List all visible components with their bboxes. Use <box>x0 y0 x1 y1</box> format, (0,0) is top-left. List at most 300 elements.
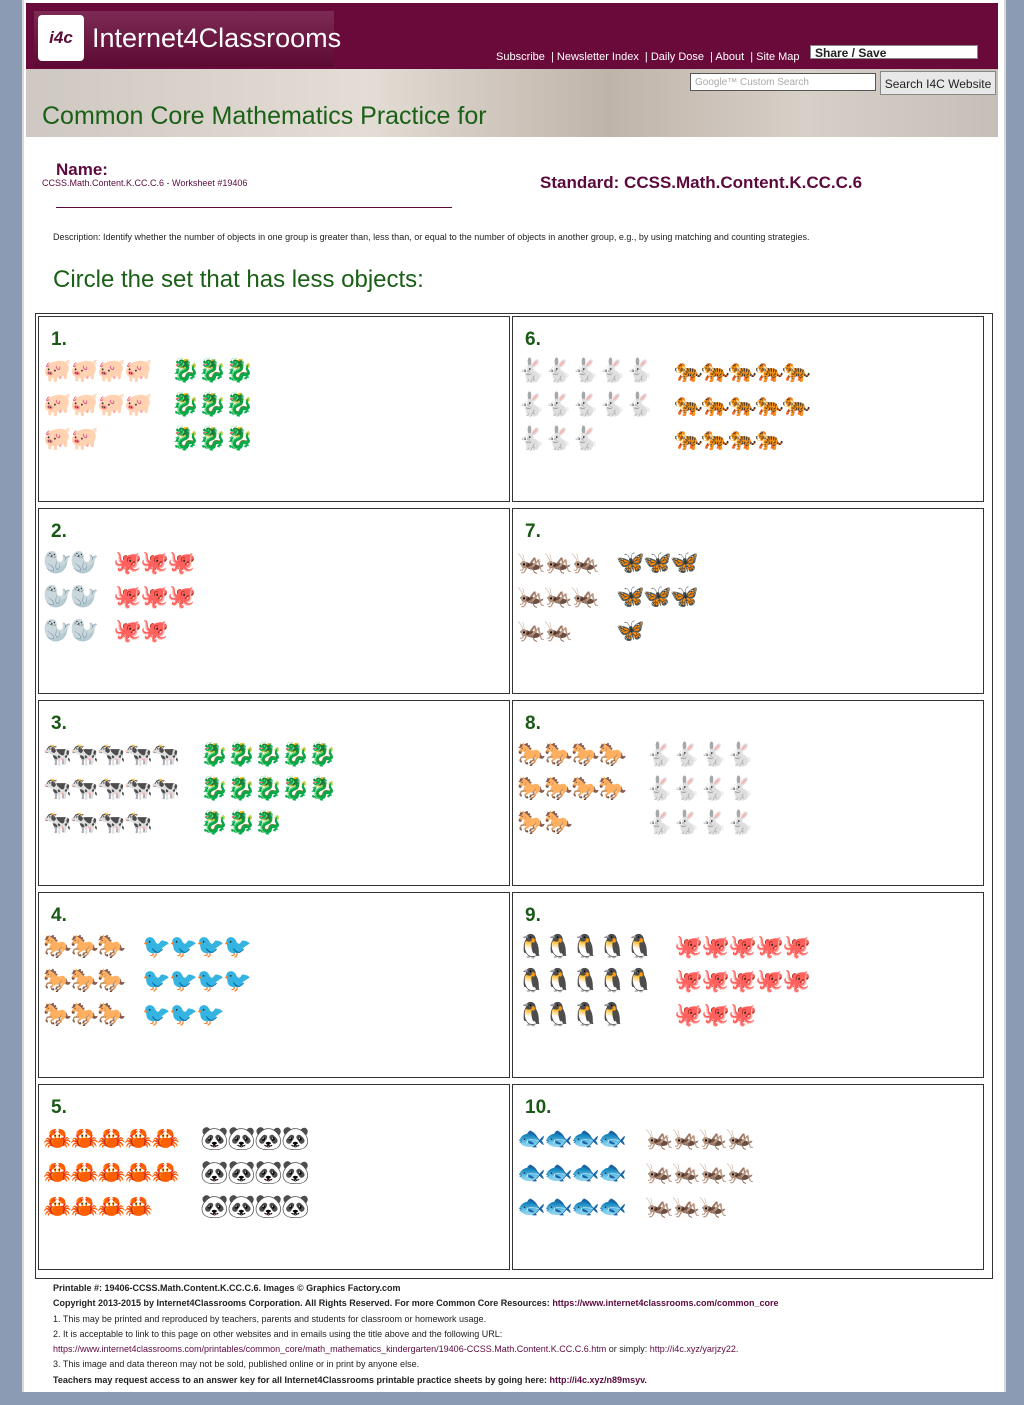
pig-icon: 🐖 <box>70 358 99 384</box>
dragon-icon: 🐉 <box>200 776 229 802</box>
footer-note-2: 2. It is acceptable to link to this page on other websites and in emails using the title above and the following URL: <box>53 1328 503 1339</box>
panda-icon: 🐼 <box>254 1126 283 1152</box>
site-header <box>24 3 1000 137</box>
object-row <box>517 425 598 454</box>
object-row <box>674 933 809 962</box>
rabbit-icon: 🐇 <box>672 742 701 768</box>
grasshopper-icon: 🦗 <box>645 1160 674 1186</box>
rabbit-icon: 🐇 <box>672 776 701 802</box>
object-row <box>517 775 625 804</box>
grasshopper-icon: 🦗 <box>645 1194 674 1220</box>
dragon-icon: 🐉 <box>308 776 337 802</box>
footer-note-1: 1. This may be printed and reproduced by teachers, parents and students for classroom or homework usage. <box>53 1313 487 1324</box>
rabbit-icon: 🐇 <box>571 426 600 452</box>
object-row <box>645 809 753 838</box>
panda-icon: 🐼 <box>200 1194 229 1220</box>
octopus-icon: 🐙 <box>782 934 811 960</box>
object-row <box>43 967 124 996</box>
dragon-icon: 🐉 <box>198 392 227 418</box>
grasshopper-icon: 🦗 <box>699 1160 728 1186</box>
walrus-icon: 🦭 <box>70 584 99 610</box>
grasshopper-icon: 🦗 <box>699 1194 728 1220</box>
problem-cell-8 <box>512 700 984 886</box>
problem-cell-5 <box>38 1084 510 1270</box>
header-bar <box>26 3 998 69</box>
bird-icon: 🐦 <box>169 934 198 960</box>
object-row <box>616 583 697 612</box>
walrus-icon: 🦭 <box>70 550 99 576</box>
crab-icon: 🦀 <box>124 1194 153 1220</box>
object-row <box>43 1125 178 1154</box>
object-row <box>645 775 753 804</box>
object-row <box>171 391 252 420</box>
instruction: Circle the set that has less objects: <box>53 266 424 293</box>
dragon-icon: 🐉 <box>227 742 256 768</box>
dragon-icon: 🐉 <box>171 426 200 452</box>
bird-icon: 🐦 <box>142 1002 171 1028</box>
horse-icon: 🐎 <box>571 742 600 768</box>
problem-number: 10. <box>525 1097 552 1118</box>
tiger-icon: 🐅 <box>728 358 757 384</box>
butterfly-icon: 🦋 <box>616 584 645 610</box>
dragon-icon: 🐉 <box>227 810 256 836</box>
nav-link-site-map[interactable]: Site Map <box>756 51 800 63</box>
rabbit-icon: 🐇 <box>517 392 546 418</box>
object-row <box>517 391 652 420</box>
object-row <box>674 967 809 996</box>
fish-icon: 🐟 <box>517 1126 546 1152</box>
object-row <box>674 425 782 454</box>
octopus-icon: 🐙 <box>140 550 169 576</box>
pig-icon: 🐖 <box>97 392 126 418</box>
penguin-icon: 🐧 <box>517 1002 546 1028</box>
horse-icon: 🐎 <box>544 742 573 768</box>
tiger-icon: 🐅 <box>728 426 757 452</box>
octopus-icon: 🐙 <box>140 618 169 644</box>
object-row <box>517 933 652 962</box>
object-row <box>43 357 151 386</box>
dragon-icon: 🐉 <box>171 358 200 384</box>
pig-icon: 🐖 <box>70 392 99 418</box>
horse-icon: 🐎 <box>70 968 99 994</box>
dragon-icon: 🐉 <box>225 392 254 418</box>
grasshopper-icon: 🦗 <box>517 618 546 644</box>
object-row <box>616 617 643 646</box>
cow-icon: 🐄 <box>151 742 180 768</box>
cow-icon: 🐄 <box>70 810 99 836</box>
rabbit-icon: 🐇 <box>625 392 654 418</box>
dragon-icon: 🐉 <box>308 742 337 768</box>
name-label: Name: <box>56 160 108 179</box>
object-row <box>517 357 652 386</box>
tiger-icon: 🐅 <box>782 358 811 384</box>
crab-icon: 🦀 <box>124 1160 153 1186</box>
horse-icon: 🐎 <box>571 776 600 802</box>
rabbit-icon: 🐇 <box>672 810 701 836</box>
rabbit-icon: 🐇 <box>699 742 728 768</box>
panda-icon: 🐼 <box>281 1126 310 1152</box>
fish-icon: 🐟 <box>517 1160 546 1186</box>
octopus-icon: 🐙 <box>755 968 784 994</box>
object-row <box>43 583 97 612</box>
penguin-icon: 🐧 <box>571 934 600 960</box>
fish-icon: 🐟 <box>544 1194 573 1220</box>
problem-number: 3. <box>51 713 67 734</box>
rabbit-icon: 🐇 <box>645 776 674 802</box>
horse-icon: 🐎 <box>70 934 99 960</box>
grasshopper-icon: 🦗 <box>517 584 546 610</box>
name-line <box>56 207 452 208</box>
footer-copyright <box>53 1296 993 1311</box>
footer-url-line <box>53 1342 993 1357</box>
short-url-link[interactable]: http://i4c.xyz/yarjzy22. <box>649 1344 739 1355</box>
object-row <box>200 809 281 838</box>
rabbit-icon: 🐇 <box>645 742 674 768</box>
pig-icon: 🐖 <box>70 426 99 452</box>
top-nav: Subscribe | Newsletter Index | Daily Dose | About | Site Map <box>496 51 800 63</box>
grasshopper-icon: 🦗 <box>544 584 573 610</box>
rabbit-icon: 🐇 <box>517 358 546 384</box>
rabbit-icon: 🐇 <box>571 392 600 418</box>
problem-number: 8. <box>525 713 541 734</box>
grasshopper-icon: 🦗 <box>672 1160 701 1186</box>
bird-icon: 🐦 <box>223 968 252 994</box>
object-row <box>200 1159 308 1188</box>
grasshopper-icon: 🦗 <box>672 1194 701 1220</box>
tiger-icon: 🐅 <box>755 358 784 384</box>
problem-grid <box>35 313 993 1279</box>
object-row <box>645 1159 753 1188</box>
cow-icon: 🐄 <box>97 776 126 802</box>
rabbit-icon: 🐇 <box>726 810 755 836</box>
answer-key-link[interactable]: http://i4c.xyz/n89msyv. <box>549 1374 647 1385</box>
horse-icon: 🐎 <box>544 810 573 836</box>
problem-number: 6. <box>525 329 541 350</box>
cow-icon: 🐄 <box>124 776 153 802</box>
problem-number: 9. <box>525 905 541 926</box>
butterfly-icon: 🦋 <box>643 550 672 576</box>
horse-icon: 🐎 <box>97 1002 126 1028</box>
object-row <box>43 809 151 838</box>
tiger-icon: 🐅 <box>728 392 757 418</box>
crab-icon: 🦀 <box>43 1126 72 1152</box>
copyright-text: Copyright 2013-2015 by Internet4Classrooms Corporation. All Rights Reserved. For more Common Core Resources: <box>53 1298 550 1309</box>
walrus-icon: 🦭 <box>43 550 72 576</box>
horse-icon: 🐎 <box>598 742 627 768</box>
page-title: Common Core Mathematics Practice for <box>42 102 487 130</box>
cow-icon: 🐄 <box>43 810 72 836</box>
horse-icon: 🐎 <box>97 968 126 994</box>
object-row <box>517 617 571 646</box>
object-row <box>200 741 335 770</box>
object-row <box>517 1159 625 1188</box>
octopus-icon: 🐙 <box>701 1002 730 1028</box>
object-row <box>113 583 194 612</box>
cow-icon: 🐄 <box>124 810 153 836</box>
cow-icon: 🐄 <box>43 742 72 768</box>
problem-cell-9 <box>512 892 984 1078</box>
penguin-icon: 🐧 <box>625 968 654 994</box>
nav-link-subscribe[interactable]: Subscribe <box>496 51 545 63</box>
dragon-icon: 🐉 <box>171 392 200 418</box>
panda-icon: 🐼 <box>281 1194 310 1220</box>
rabbit-icon: 🐇 <box>544 392 573 418</box>
cow-icon: 🐄 <box>97 810 126 836</box>
octopus-icon: 🐙 <box>674 1002 703 1028</box>
crab-icon: 🦀 <box>70 1160 99 1186</box>
object-row <box>517 1125 625 1154</box>
object-row <box>517 1193 625 1222</box>
object-row <box>517 809 571 838</box>
object-row <box>171 357 252 386</box>
object-row <box>43 549 97 578</box>
bird-icon: 🐦 <box>142 968 171 994</box>
search-button[interactable]: Search I4C Website <box>880 71 996 95</box>
fish-icon: 🐟 <box>571 1194 600 1220</box>
pig-icon: 🐖 <box>43 426 72 452</box>
nav-link-newsletter-index[interactable]: Newsletter Index <box>556 51 639 63</box>
object-row <box>43 425 97 454</box>
horse-icon: 🐎 <box>97 934 126 960</box>
object-row <box>517 967 652 996</box>
problem-cell-3 <box>38 700 510 886</box>
crab-icon: 🦀 <box>70 1194 99 1220</box>
tiger-icon: 🐅 <box>701 392 730 418</box>
problem-number: 2. <box>51 521 67 542</box>
penguin-icon: 🐧 <box>571 968 600 994</box>
rabbit-icon: 🐇 <box>726 742 755 768</box>
walrus-icon: 🦭 <box>43 618 72 644</box>
horse-icon: 🐎 <box>544 776 573 802</box>
octopus-icon: 🐙 <box>755 934 784 960</box>
logo-text: Internet4Classrooms <box>92 23 342 53</box>
fish-icon: 🐟 <box>598 1194 627 1220</box>
tiger-icon: 🐅 <box>674 358 703 384</box>
butterfly-icon: 🦋 <box>670 550 699 576</box>
problem-number: 1. <box>51 329 67 350</box>
page-url-link[interactable]: https://www.internet4classrooms.com/printables/common_core/math_mathematics_kindergarten/19406-CCSS.Math.Content.K.CC.C.6.htm <box>53 1344 607 1355</box>
dragon-icon: 🐉 <box>227 776 256 802</box>
problem-cell-4 <box>38 892 510 1078</box>
rabbit-icon: 🐇 <box>726 776 755 802</box>
horse-icon: 🐎 <box>43 1002 72 1028</box>
horse-icon: 🐎 <box>517 810 546 836</box>
logo-badge: i4c <box>38 15 84 61</box>
octopus-icon: 🐙 <box>782 968 811 994</box>
rabbit-icon: 🐇 <box>598 358 627 384</box>
crab-icon: 🦀 <box>43 1194 72 1220</box>
crab-icon: 🦀 <box>70 1126 99 1152</box>
horse-icon: 🐎 <box>43 968 72 994</box>
bird-icon: 🐦 <box>169 968 198 994</box>
problem-cell-7 <box>512 508 984 694</box>
search-input[interactable]: Google™ Custom Search <box>690 73 876 91</box>
grasshopper-icon: 🦗 <box>571 550 600 576</box>
dragon-icon: 🐉 <box>198 358 227 384</box>
penguin-icon: 🐧 <box>544 934 573 960</box>
octopus-icon: 🐙 <box>701 934 730 960</box>
cow-icon: 🐄 <box>70 742 99 768</box>
panda-icon: 🐼 <box>227 1126 256 1152</box>
octopus-icon: 🐙 <box>167 584 196 610</box>
object-row <box>43 391 151 420</box>
object-row <box>43 1159 178 1188</box>
object-row <box>645 741 753 770</box>
object-row <box>113 549 194 578</box>
object-row <box>171 425 252 454</box>
share-save-button[interactable] <box>810 45 978 59</box>
object-row <box>142 933 250 962</box>
dragon-icon: 🐉 <box>225 358 254 384</box>
rabbit-icon: 🐇 <box>544 358 573 384</box>
octopus-icon: 🐙 <box>113 550 142 576</box>
horse-icon: 🐎 <box>70 1002 99 1028</box>
horse-icon: 🐎 <box>517 742 546 768</box>
crab-icon: 🦀 <box>97 1194 126 1220</box>
footer-printable: Printable #: 19406-CCSS.Math.Content.K.CC.C.6. Images © Graphics Factory.com <box>53 1283 401 1293</box>
object-row <box>517 1001 625 1030</box>
site-logo[interactable] <box>34 11 342 67</box>
bird-icon: 🐦 <box>196 968 225 994</box>
rabbit-icon: 🐇 <box>571 358 600 384</box>
object-row <box>517 583 598 612</box>
dragon-icon: 🐉 <box>198 426 227 452</box>
cow-icon: 🐄 <box>124 742 153 768</box>
penguin-icon: 🐧 <box>598 1002 627 1028</box>
grasshopper-icon: 🦗 <box>517 550 546 576</box>
common-core-link[interactable]: https://www.internet4classrooms.com/common_core <box>552 1298 779 1309</box>
worksheet-id: CCSS.Math.Content.K.CC.C.6 - Worksheet #19406 <box>42 178 248 188</box>
butterfly-icon: 🦋 <box>643 584 672 610</box>
tiger-icon: 🐅 <box>782 392 811 418</box>
object-row <box>645 1125 753 1154</box>
rabbit-icon: 🐇 <box>645 810 674 836</box>
octopus-icon: 🐙 <box>113 584 142 610</box>
octopus-icon: 🐙 <box>674 934 703 960</box>
object-row <box>674 391 809 420</box>
octopus-icon: 🐙 <box>140 584 169 610</box>
footer-note-3: 3. This image and data thereon may not be sold, published online or in print by anyone else. <box>53 1359 420 1370</box>
nav-link-about[interactable]: About <box>715 51 745 63</box>
dragon-icon: 🐉 <box>281 742 310 768</box>
octopus-icon: 🐙 <box>113 618 142 644</box>
rabbit-icon: 🐇 <box>625 358 654 384</box>
panda-icon: 🐼 <box>200 1126 229 1152</box>
tiger-icon: 🐅 <box>701 426 730 452</box>
penguin-icon: 🐧 <box>544 1002 573 1028</box>
tiger-icon: 🐅 <box>755 392 784 418</box>
bird-icon: 🐦 <box>169 1002 198 1028</box>
tiger-icon: 🐅 <box>674 426 703 452</box>
penguin-icon: 🐧 <box>517 934 546 960</box>
crab-icon: 🦀 <box>43 1160 72 1186</box>
footer-teachers <box>53 1373 993 1388</box>
walrus-icon: 🦭 <box>70 618 99 644</box>
fish-icon: 🐟 <box>544 1160 573 1186</box>
tiger-icon: 🐅 <box>755 426 784 452</box>
rabbit-icon: 🐇 <box>517 426 546 452</box>
cow-icon: 🐄 <box>70 776 99 802</box>
dragon-icon: 🐉 <box>225 426 254 452</box>
fish-icon: 🐟 <box>598 1160 627 1186</box>
rabbit-icon: 🐇 <box>598 392 627 418</box>
octopus-icon: 🐙 <box>167 550 196 576</box>
tiger-icon: 🐅 <box>674 392 703 418</box>
problem-cell-6 <box>512 316 984 502</box>
object-row <box>674 357 809 386</box>
grasshopper-icon: 🦗 <box>544 618 573 644</box>
object-row <box>43 1001 124 1030</box>
crab-icon: 🦀 <box>124 1126 153 1152</box>
horse-icon: 🐎 <box>43 934 72 960</box>
butterfly-icon: 🦋 <box>616 618 645 644</box>
bird-icon: 🐦 <box>142 934 171 960</box>
object-row <box>200 775 335 804</box>
fish-icon: 🐟 <box>571 1126 600 1152</box>
share-label: Share / Save <box>815 46 887 60</box>
penguin-icon: 🐧 <box>517 968 546 994</box>
description: Description: Identify whether the number of objects in one group is greater than, less than, or equal to the number of objects in another group, e.g., by using matching and counting strategies. <box>53 232 810 242</box>
crab-icon: 🦀 <box>151 1160 180 1186</box>
object-row <box>113 617 167 646</box>
fish-icon: 🐟 <box>598 1126 627 1152</box>
dragon-icon: 🐉 <box>200 742 229 768</box>
teachers-text: Teachers may request access to an answer key for all Internet4Classrooms printable practice sheets by going here: <box>53 1374 548 1385</box>
nav-link-daily-dose[interactable]: Daily Dose <box>650 51 705 63</box>
penguin-icon: 🐧 <box>571 1002 600 1028</box>
panda-icon: 🐼 <box>254 1160 283 1186</box>
object-row <box>517 549 598 578</box>
tiger-icon: 🐅 <box>701 358 730 384</box>
or-simply-text: or simply: <box>608 1344 648 1355</box>
fish-icon: 🐟 <box>517 1194 546 1220</box>
rabbit-icon: 🐇 <box>699 776 728 802</box>
problem-number: 5. <box>51 1097 67 1118</box>
problem-cell-2 <box>38 508 510 694</box>
octopus-icon: 🐙 <box>728 968 757 994</box>
octopus-icon: 🐙 <box>728 1002 757 1028</box>
dragon-icon: 🐉 <box>254 742 283 768</box>
bird-icon: 🐦 <box>223 934 252 960</box>
standard-label: Standard: CCSS.Math.Content.K.CC.C.6 <box>540 173 863 192</box>
grasshopper-icon: 🦗 <box>672 1126 701 1152</box>
object-row <box>517 741 625 770</box>
panda-icon: 🐼 <box>200 1160 229 1186</box>
page <box>22 0 1006 1392</box>
pig-icon: 🐖 <box>97 358 126 384</box>
object-row <box>142 967 250 996</box>
object-row <box>43 933 124 962</box>
object-row <box>43 775 178 804</box>
panda-icon: 🐼 <box>254 1194 283 1220</box>
panda-icon: 🐼 <box>227 1160 256 1186</box>
walrus-icon: 🦭 <box>43 584 72 610</box>
object-row <box>43 617 97 646</box>
object-row <box>200 1125 308 1154</box>
dragon-icon: 🐉 <box>254 810 283 836</box>
dragon-icon: 🐉 <box>254 776 283 802</box>
pig-icon: 🐖 <box>43 392 72 418</box>
grasshopper-icon: 🦗 <box>571 584 600 610</box>
fish-icon: 🐟 <box>544 1126 573 1152</box>
pig-icon: 🐖 <box>43 358 72 384</box>
grasshopper-icon: 🦗 <box>726 1126 755 1152</box>
crab-icon: 🦀 <box>97 1160 126 1186</box>
horse-icon: 🐎 <box>517 776 546 802</box>
grasshopper-icon: 🦗 <box>726 1160 755 1186</box>
dragon-icon: 🐉 <box>281 776 310 802</box>
dragon-icon: 🐉 <box>200 810 229 836</box>
